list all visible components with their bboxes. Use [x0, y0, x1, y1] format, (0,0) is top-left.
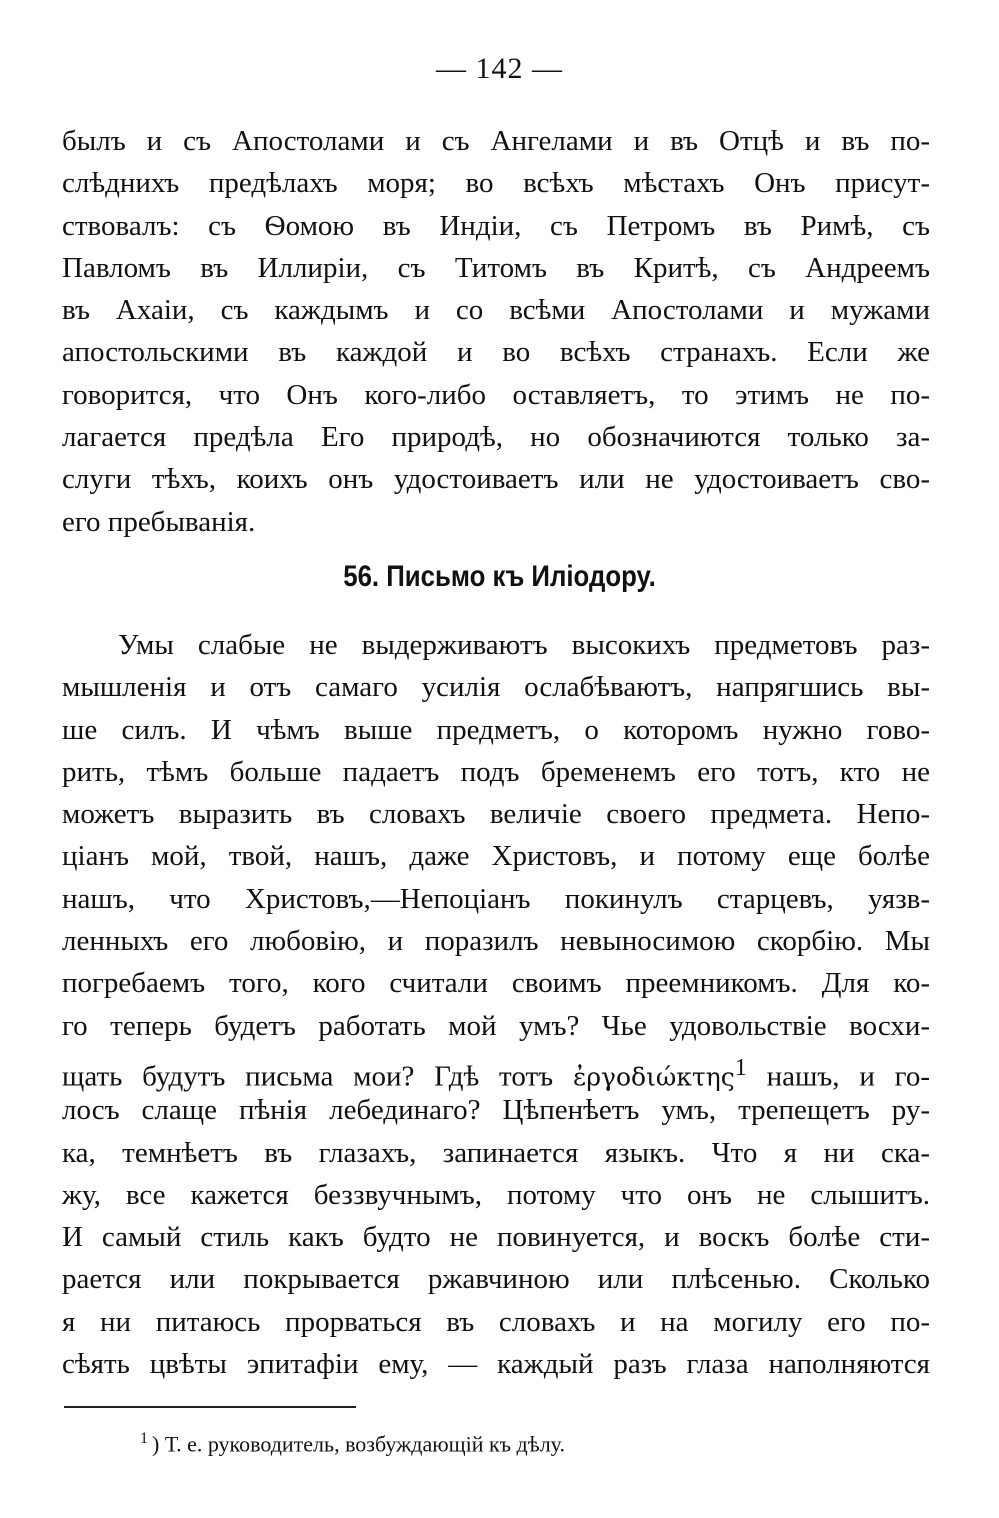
footnote-text: Т. е. руководитель, возбуждающій къ дѣлу. — [164, 1431, 565, 1457]
text-line: слуги тѣхъ, коихъ онъ удостоиваетъ или не удостоиваетъ сво- — [62, 463, 930, 496]
text-line: апостольскими въ каждой и во всѣхъ странахъ. Если же — [62, 336, 930, 369]
text-line: сѣять цвѣты эпитафіи ему, — каждый разъ глаза наполняются — [62, 1348, 930, 1381]
text-line: ка, темнѣетъ въ глазахъ, запинается языкъ. Что я ни ска- — [62, 1136, 930, 1169]
page-number: — 142 — — [436, 52, 563, 85]
text-line: былъ и съ Апостолами и съ Ангелами и въ Отцѣ и въ по- — [62, 125, 930, 157]
text-line: ствовалъ: съ Ѳомою въ Индіи, съ Петромъ въ Римѣ, съ — [62, 209, 930, 242]
line-text-before: щать будутъ письма мои? Гдѣ тотъ — [62, 1060, 573, 1093]
letter-paragraph — [62, 624, 930, 1385]
text-line: И самый стиль какъ будто не повинуется, и воскъ болѣе сти- — [62, 1221, 930, 1254]
text-line: ленныхъ его любовію, и поразилъ невыносимою скорбію. Мы — [62, 925, 930, 958]
text-line: ціанъ мой, твой, нашъ, даже Христовъ, и потому еще болѣе — [62, 840, 930, 873]
section-heading: 56. Письмо къ Иліодору. — [343, 560, 656, 593]
text-line: Павломъ въ Иллиріи, съ Титомъ въ Критѣ, съ Андреемъ — [62, 251, 930, 284]
text-line: рается или покрывается ржавчиною или плѣсенью. Сколько — [62, 1263, 930, 1296]
text-line: лосъ слаще пѣнія лебединаго? Цѣпенѣетъ умъ, трепещетъ ру- — [62, 1094, 930, 1127]
text-line: погребаемъ того, кого считали своимъ преемникомъ. Для ко- — [62, 967, 930, 1000]
text-line: слѣднихъ предѣлахъ моря; во всѣхъ мѣстахъ Онъ присут- — [62, 167, 930, 200]
text-line: го теперь будетъ работать мой умъ? Чье удовольствіе восхи- — [62, 1009, 930, 1042]
greek-word: ἐργοδιώκτης — [572, 1062, 735, 1092]
line-text-after: нашъ, и го- — [746, 1060, 930, 1093]
footnote-close-paren: ) — [152, 1431, 160, 1457]
text-line: можетъ выразить въ словахъ величіе своего предмета. Непо- — [62, 798, 930, 831]
text-line: нашъ, что Христовъ,—Непоціанъ покинулъ старцевъ, уязв- — [62, 882, 930, 915]
text-line: въ Ахаіи, съ каждымъ и со всѣми Апостолами и мужами — [62, 294, 930, 327]
text-line: лагается предѣла Его природѣ, но обозначиются только за- — [62, 421, 930, 454]
text-line: рить, тѣмъ больше падаетъ подъ бременемъ его тотъ, кто не — [62, 755, 930, 788]
text-line: я ни питаюсь прорваться въ словахъ и на могилу его по- — [62, 1305, 930, 1338]
text-line: мышленія и отъ самаго усилія ослабѣваютъ, напрягшись вы- — [62, 671, 930, 704]
text-line: говорится, что Онъ кого-либо оставляетъ, то этимъ не по- — [62, 378, 930, 411]
footnote-divider — [64, 1406, 356, 1408]
text-line: жу, все кажется беззвучнымъ, потому что онъ не слышитъ. — [62, 1178, 930, 1211]
intro-paragraph — [62, 120, 930, 543]
footnote — [140, 1430, 565, 1457]
footnote-marker: 1 — [140, 1430, 148, 1447]
text-line-with-footnote-ref — [62, 1047, 930, 1093]
text-line: ше силъ. И чѣмъ выше предметъ, о которомъ нужно гово- — [62, 713, 930, 746]
text-line: его пребыванія. — [62, 505, 256, 538]
footnote-reference: 1 — [734, 1053, 747, 1081]
text-line: Умы слабые не выдерживаютъ высокихъ предметовъ раз- — [118, 629, 930, 661]
